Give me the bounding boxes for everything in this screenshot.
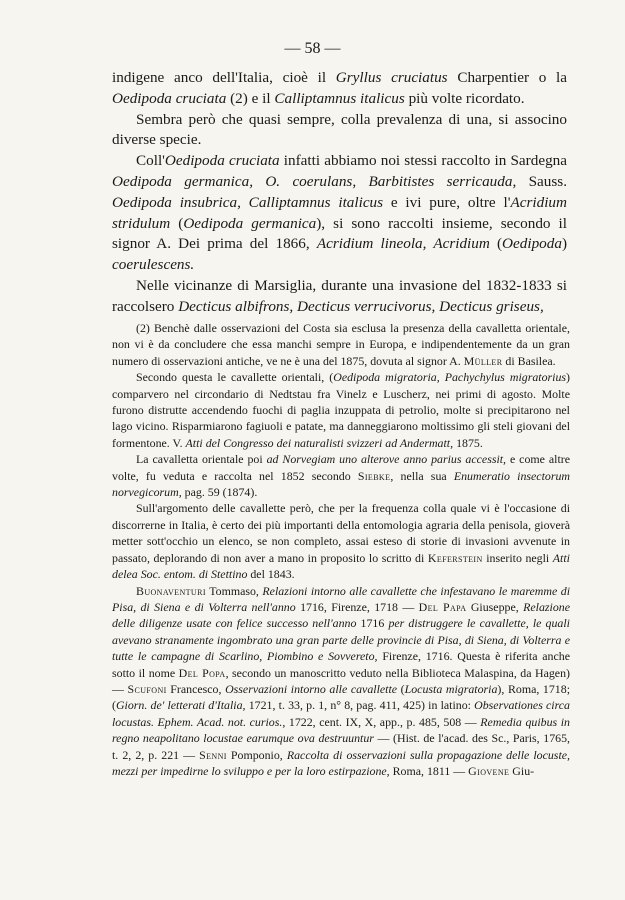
species-name: Calliptamnus italicus [274, 89, 405, 107]
paragraph-2: Sembra però che quasi sempre, colla prevalenza di una, si associno diverse specie. [112, 110, 567, 149]
text-run: ) comparvero nel circondario di Nedtstau fra Vinelz e Luscherz, nei primi di agosto. Molte furono distrutte accendendo fuochi di paglia inzuppata di petrolio, molte si precipitarono nel lago vicino. Risparmiarono fagiuoli e patate, ma danneggiarono moltissimo gli steli giovani del formentone. V. [112, 370, 570, 450]
text-run: Coll' [136, 152, 165, 170]
footnotes [112, 320, 570, 779]
text-run: Secondo questa le cavallette orientali, ( [136, 370, 334, 385]
text-run: Sull'argomento delle cavallette però, che per la frequenza colla quale vi è l'occasione di discorrerne in Italia, è certo dei più importanti della entomologia agraria della penisola, gioverà metter sott'occhio un elenco, se non completo, assai esteso di storie di invasioni avvenute in passato, deplorando di non aver a mano in proposito lo scritto di [112, 501, 570, 565]
text-run: Francesco, [166, 681, 226, 696]
text-run: ), Roma, 1718; ( [112, 681, 570, 713]
text-run: indigene anco dell'Italia, cioè il [112, 69, 336, 86]
text-run: più volte ricordato. [404, 89, 525, 107]
author-name: Müller [463, 353, 503, 368]
text-run: , secondo un manoscritto veduto nella Biblioteca Malaspina, da Hagen) — [112, 665, 570, 696]
citation-title: per distruggere le cavallette, le quali avevano stranamente ingombrato una gran parte delle provincie di Pisa, di Siena, di Volterra e tutte le campagne di Scarlino, Piombino e Sovvereto, [112, 616, 570, 664]
species-name: Oedipoda germanica [183, 214, 317, 232]
author-name: Del Popa [178, 665, 226, 680]
species-name: Oedipoda cruciata [112, 89, 227, 107]
text-run: e ivi pure, oltre l' [383, 193, 511, 211]
text-run: (2) Benchè dalle osservazioni del Costa sia esclusa la presenza della cavalletta orientale, non vi è da concludere che essa manchi sempre in Europa, e indipendentemente da un gran numero di osservazioni antiche, ve ne è una del 1875, dovuta al signor A. [112, 321, 570, 368]
text-run: infatti abbiamo noi stessi raccolto in Sardegna [279, 152, 567, 170]
species-list: Oedipoda germanica, O. coerulans, Barbitistes serricauda, [112, 172, 517, 190]
species-list: Oedipoda migratoria, Pachychylus migratorius [333, 370, 567, 385]
bibliography-paragraph [112, 583, 570, 780]
paragraph-4 [112, 276, 567, 318]
species-name: Oedipoda cruciata [164, 152, 280, 170]
species-list: Decticus albifrons, Decticus verrucivorus, Decticus griseus, [178, 297, 544, 315]
citation-title: Enumeratio insectorum norvegicorum, [112, 468, 570, 500]
citation-title: Giorn. de' letterati d'Italia, [115, 698, 246, 713]
text-run: Nelle vicinanze di Marsiglia, durante una invasione del 1832-1833 si raccolsero [112, 276, 567, 315]
author-name: Scufoni [127, 681, 167, 696]
text-run: Firenze, 1716. Questa è riferita anche sotto il nome [112, 649, 570, 680]
text-run: Pomponio, [226, 747, 287, 762]
text-run: ( [397, 681, 405, 696]
text-run: Tommaso, [205, 583, 263, 598]
latin-quote: ad Norvegiam uno alterove anno parius accessit, [266, 452, 507, 467]
text-run: 1721, t. 33, p. 1, n° 8, pag. 411, 425) in latino: [245, 698, 475, 713]
citation-title: Raccolta di osservazioni sulla propagazione delle locuste, mezzi per impedirne lo sviluppo e per la loro estirpazione, [112, 747, 570, 778]
author-name: Giovene [468, 763, 510, 778]
text-run: ) [561, 235, 568, 253]
footnote-2 [112, 320, 570, 369]
text-run: Giu- [509, 763, 535, 778]
text-run: ), si sono raccolti insieme, secondo il signor A. Dei prima del 1866, [112, 214, 567, 253]
main-text [112, 68, 567, 318]
footnote-paragraph [112, 500, 570, 582]
footnote-paragraph [112, 451, 570, 500]
text-run: inserito negli [482, 550, 553, 565]
paragraph-1 [112, 68, 567, 110]
species-list: Oedipoda insubrica, Calliptamnus italicus [112, 193, 384, 211]
species-name: Oedipoda [502, 235, 562, 253]
text-run: 1722, cent. IX, X, app., p. 485, 508 — [285, 714, 481, 729]
citation-title: Atti del Congresso dei naturalisti svizzeri ad Andermatt, [185, 435, 454, 450]
text-run: La cavalletta orientale poi [136, 452, 267, 467]
footnote-paragraph [112, 369, 570, 451]
page-number: — 58 — [284, 40, 341, 57]
text-run: — (Hist. de l'acad. des Sc., Paris, 1765, t. 2, 2, p. 221 — [112, 731, 571, 762]
text-run: Charpentier o la [447, 69, 567, 86]
text-run: 1875. [453, 435, 483, 450]
species-name: Acridium stridulum [112, 193, 567, 232]
species-name: Gryllus cruciatus [335, 69, 448, 86]
footnote-ref: (2) e il [226, 89, 275, 107]
author-name: Keferstein [427, 550, 483, 565]
text-run: , nella sua [390, 468, 454, 483]
paragraph-3 [112, 151, 567, 276]
species-list: Acridium lineola, Acridium [316, 235, 490, 253]
citation-title: Remedia quibus in regno neapolitano locustae earumque ova destruuntur [112, 714, 571, 746]
text-run: 1716 [356, 616, 389, 631]
author-name: Senni [199, 747, 227, 762]
text-run: 1716, Firenze, 1718 — [295, 599, 419, 614]
text-run: e come altre volte, fu veduta e raccolta nel 1852 secondo [112, 452, 570, 483]
text-run: Giuseppe, [466, 599, 524, 614]
author-name: Siebke [357, 468, 391, 483]
citation-title: Observationes circa locustas. Ephem. Acad. not. curios., [112, 698, 570, 729]
citation-title: Relazioni intorno alle cavallette che infestavano le maremme di Pisa, di Siena e di Volterra nell'anno [112, 583, 571, 614]
author-name: Del Papa [418, 599, 467, 614]
text-run: pag. 59 (1874). [181, 485, 258, 500]
text-run: Sauss. [516, 172, 567, 190]
text-run: ( [489, 235, 503, 253]
species-name: Locusta migratoria [404, 681, 498, 696]
text-run: di Basilea. [502, 353, 556, 368]
citation-title: Atti delea Soc. entom. di Stettino [112, 550, 570, 582]
text-run: del 1843. [247, 567, 295, 582]
citation-title: Osservazioni intorno alle cavallette [225, 681, 398, 696]
citation-title: Relazione delle diligenze usate con felice successo nell'anno [112, 599, 570, 631]
species-name: coerulescens. [112, 256, 195, 274]
text-run: ( [170, 214, 184, 232]
author-name: Buonaventuri [136, 583, 206, 598]
text-run: Roma, 1811 — [389, 763, 469, 778]
